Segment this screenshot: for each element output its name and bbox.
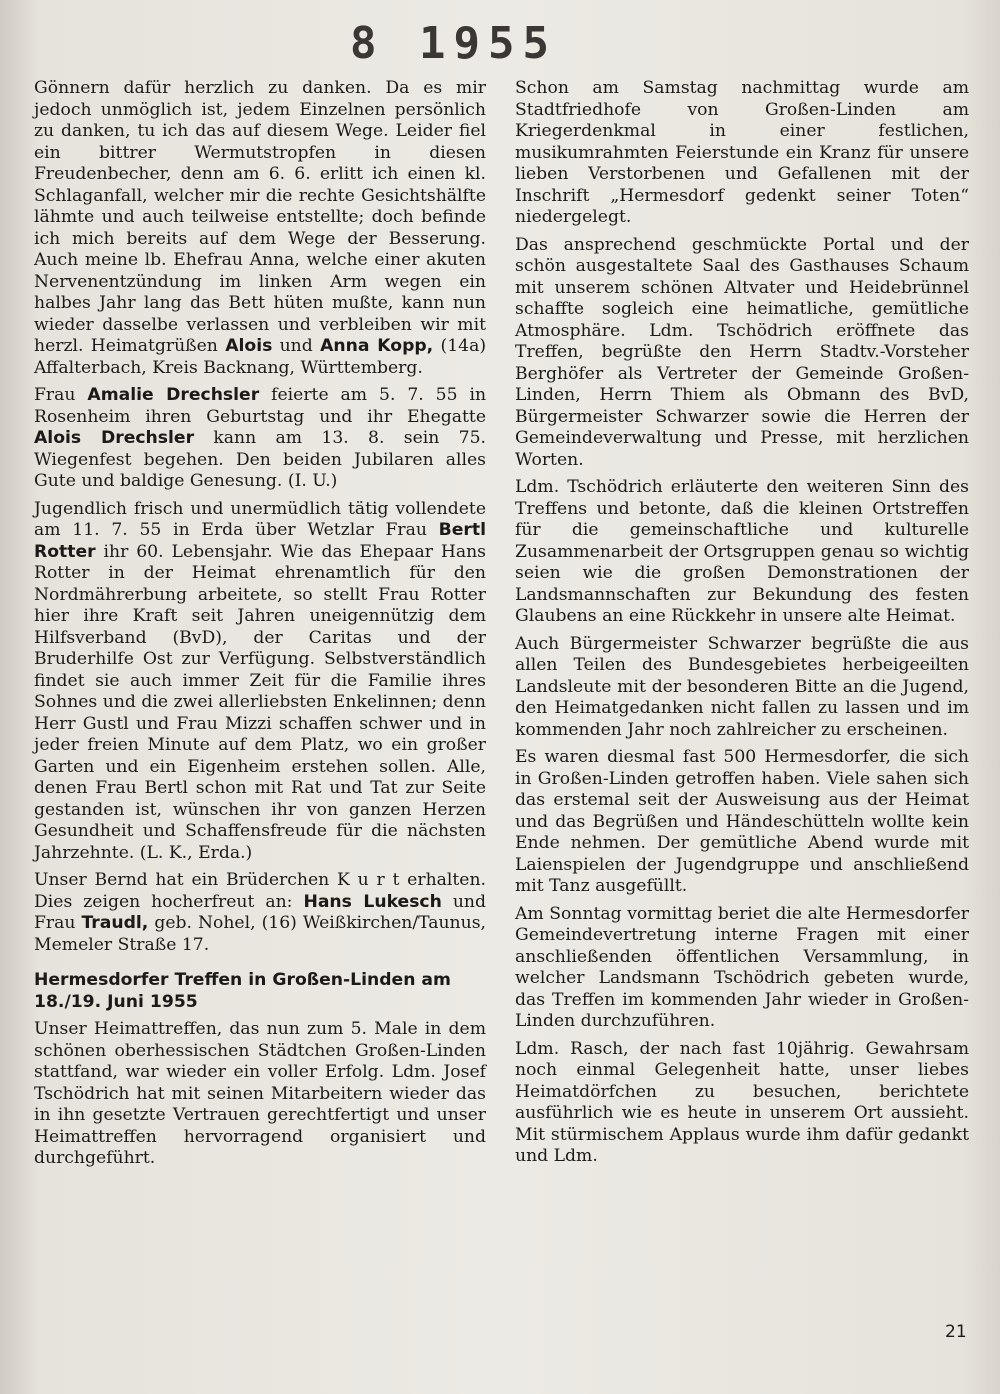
article-paragraph-7: Ldm. Rasch, der nach fast 10jährig. Gewahrsam noch einmal Gelegenheit hatte, unser liebes Heimatdörfchen zu besuchen, berichtete ausführlich wie es heute in unserem Ort aussieht. Mit stürmischem Applaus wurde ihm dafür gedankt und Ldm. <box>515 1038 969 1166</box>
article-heading: Hermesdorfer Treffen in Großen-Linden am 18./19. Juni 1955 <box>34 970 451 1012</box>
page-number: 21 <box>945 1322 967 1342</box>
birth-announcement: Unser Bernd hat ein Brüderchen K u r t erhalten. Dies zeigen hocherfreut an: Hans Lukesch und Frau Traudl, geb. Nohel, (16) Weißkirchen/Taunus, Memeler Straße 17. <box>34 870 486 955</box>
article-paragraph-1: Schon am Samstag nachmittag wurde am Stadtfriedhofe von Großen-Linden am Kriegerdenkmal in einer festlichen, musikumrahmten Feierstunde ein Kranz für unsere lieben Verstorbenen und Gefallenen mit der Inschrift „Hermesdorf gedenkt seiner Toten“ niedergelegt. <box>515 78 969 227</box>
article-intro: Unser Heimattreffen, das nun zum 5. Male in dem schönen oberhessischen Städtchen Großen-Linden stattfand, war wieder ein voller Erfolg. Ldm. Josef Tschödrich hat mit seinen Mitarbeitern wieder das in ihn gesetzte Vertrauen gerechtfertigt und unser Heimattreffen hervorragend organisiert und durchgeführt. <box>34 1019 486 1168</box>
thanks-paragraph: Gönnern dafür herzlich zu danken. Da es mir jedoch unmöglich ist, jedem Einzelnen persönlich zu danken, tu ich das auf diesem Wege. Leider fiel ein bittrer Wermutstropfen in diesen Freudenbecher, denn am 6. 6. erlitt ich einen kl. Schlaganfall, welcher mir die rechte Gesichtshälfte lähmte und auch teilweise entstellte; doch befinde ich mich bereits auf dem Wege der Besserung. Auch meine lb. Ehefrau Anna, welche einer akuten Nervenentzündung im linken Arm wegen ein halbes Jahr lang das Bett hüten mußte, kann nun wieder dasselbe verlassen und verbleiben wir mit herzl. Heimatgrüßen Alois und Anna Kopp, (14a) Affalterbach, Kreis Backnang, Württemberg. <box>34 78 487 378</box>
left-column <box>34 78 486 1176</box>
article-paragraph-3: Ldm. Tschödrich erläuterte den weiteren Sinn des Treffens und betonte, daß die kleinen Ortstreffen für die gemeinschaftliche und kulturelle Zusammenarbeit der Ortsgruppen genau so wichtig seien wie die großen Demonstrationen der Landsmannschaften zur Bekundung des festen Glaubens an eine Rückkehr in unsere alte Heimat. <box>515 477 969 626</box>
rotter-paragraph: Jugendlich frisch und unermüdlich tätig vollendete am 11. 7. 55 in Erda über Wetzlar Frau Bertl Rotter ihr 60. Lebensjahr. Wie das Ehepaar Hans Rotter in der Heimat ehrenamtlich für den Nordmährerbung arbeitete, so stellt Frau Rotter hier ihre Kraft seit Jahren uneigennützig dem Hilfsverband (BvD), der Caritas und der Bruderhilfe Ost zur Verfügung. Selbstverständlich findet sie auch immer Zeit für die Familie ihres Sohnes und die zwei allerliebsten Enkelinnen; denn Herr Gustl und Frau Mizzi schaffen schwer und in jeder freien Minute auf dem Platz, wo ein großer Garten und ein Eigenheim erstehen sollen. Alle, denen Frau Bertl schon mit Rat und Tat zur Seite gestanden ist, wünschen ihr von ganzen Herzen Gesundheit und Schaffensfreude für die nächsten Jahrzehnte. (L. K., Erda.) <box>34 498 486 863</box>
drechsler-paragraph: Frau Amalie Drechsler feierte am 5. 7. 55 in Rosenheim ihren Geburtstag und ihr Ehegatte Alois Drechsler kann am 13. 8. sein 75. Wiegenfest begehen. Den beiden Jubilaren alles Gute und baldige Genesung. (I. U.) <box>34 385 487 491</box>
article-paragraph-2: Das ansprechend geschmückte Portal und der schön ausgestaltete Saal des Gasthauses Schaum mit unserem schönen Altvater und Heidebrünnel schaffte sogleich eine heimatliche, gemütliche Atmosphäre. Ldm. Tschödrich eröffnete das Treffen, begrüßte den Herrn Stadtv.-Vorsteher Berghöfer als Vertreter der Gemeinde Großen-Linden, Herrn Thiem als Obmann des BvD, Bürgermeister Schwarzer sowie die Herren der Gemeindeverwaltung und Presse, mit herzlichen Worten. <box>515 234 969 470</box>
article-paragraph-6: Am Sonntag vormittag beriet die alte Hermesdorfer Gemeindevertretung interne Fragen mit einer anschließenden öffentlichen Versammlung, in welcher Landsmann Tschödrich gebeten wurde, das Treffen im kommenden Jahr wieder in Großen-Linden durchzuführen. <box>515 903 969 1031</box>
date-stamp: 8 1955 <box>350 18 557 69</box>
article-paragraph-4: Auch Bürgermeister Schwarzer begrüßte die aus allen Teilen des Bundesgebietes herbeigeeilten Landsleute mit der besonderen Bitte an die Jugend, den Heimatgedanken nicht fallen zu lassen und im kommenden Jahr noch zahlreicher zu erscheinen. <box>515 633 969 740</box>
right-column <box>515 78 969 1174</box>
article-paragraph-5: Es waren diesmal fast 500 Hermesdorfer, die sich in Großen-Linden getroffen haben. Viele sahen sich das erstemal seit der Ausweisung aus der Heimat und das Begrüßen und Händeschütteln wollte kein Ende nehmen. Der gemütliche Abend wurde mit Laienspielen der Jugendgruppe und anschließend mit Tanz ausgefüllt. <box>515 747 969 896</box>
